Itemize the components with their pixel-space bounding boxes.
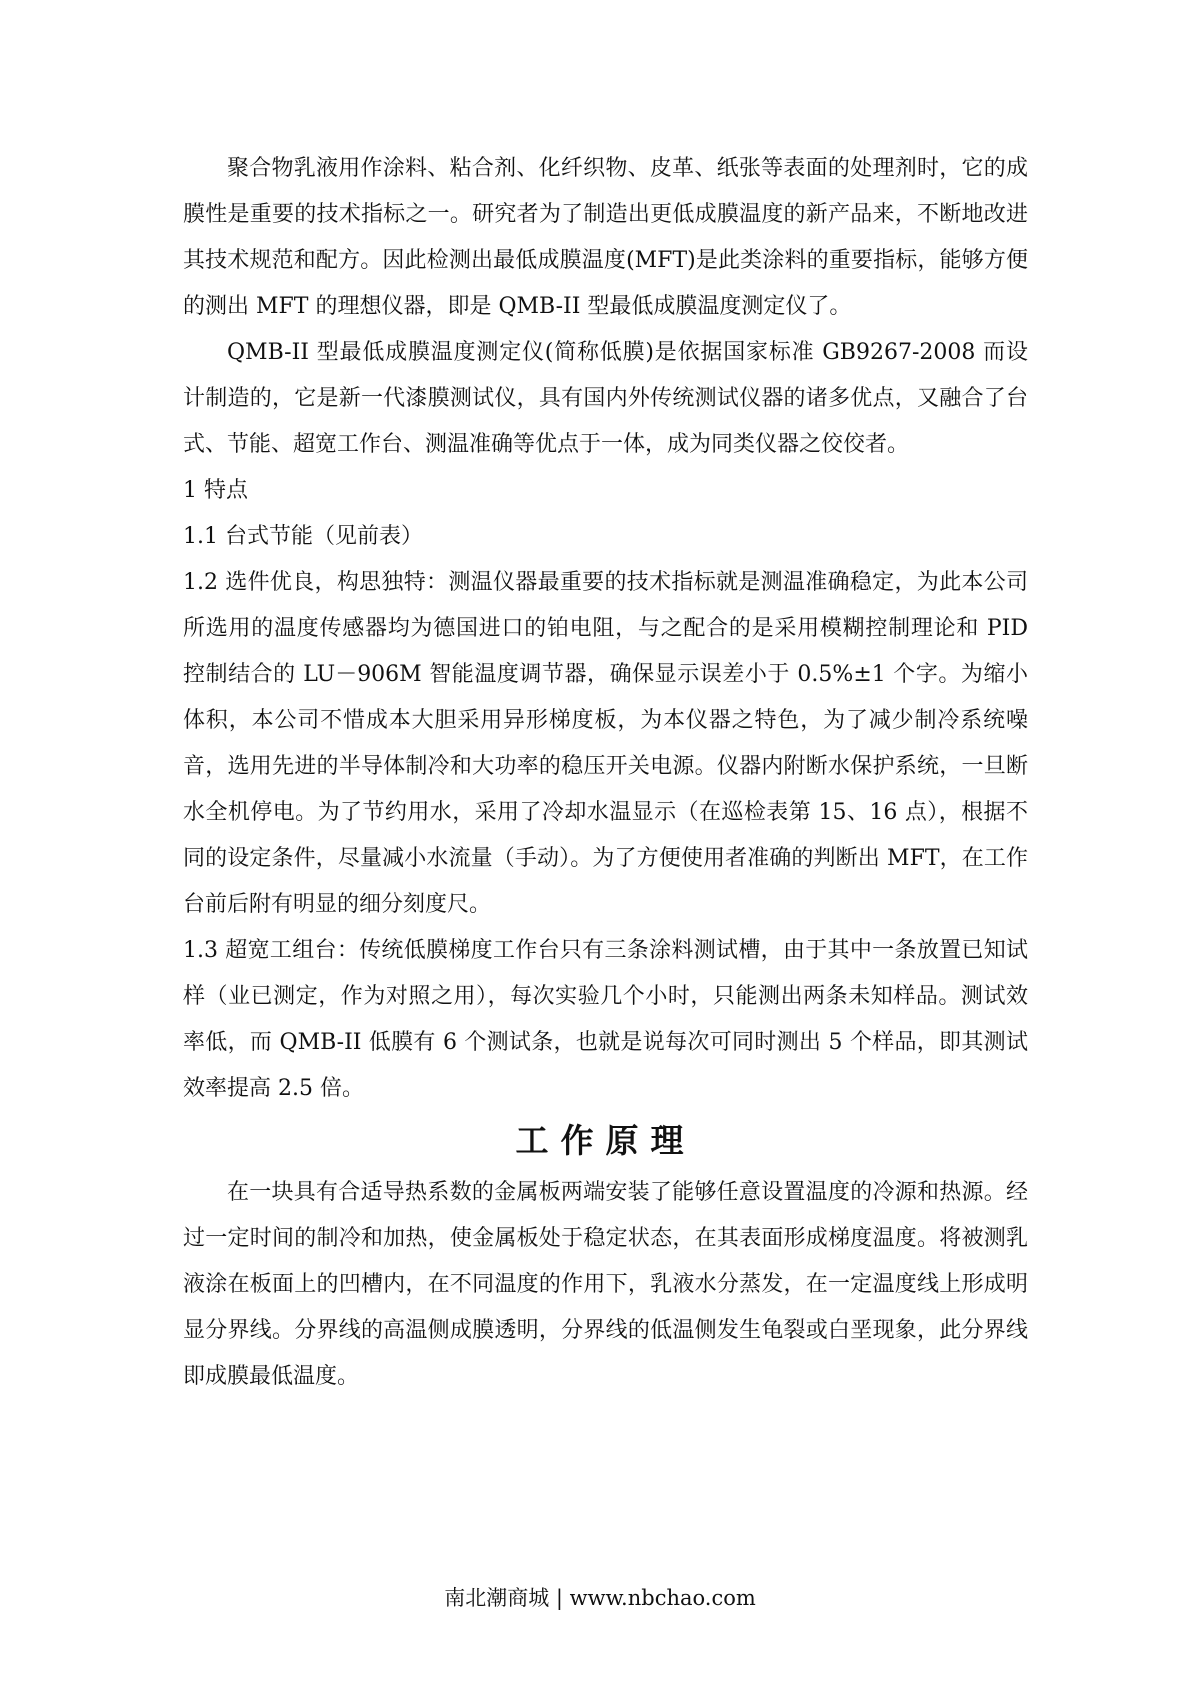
intro-paragraph-1: 聚合物乳液用作涂料、粘合剂、化纤织物、皮革、纸张等表面的处理剂时，它的成膜性是重要的技术指标之一。研究者为了制造出更低成膜温度的新产品来，不断地改进其技术规范和配方。因此检测出最低成膜温度(MFT)是此类涂料的重要指标，能够方便的测出 MFT 的理想仪器，即是 QMB-II 型最低成膜温度测定仪了。: [183, 156, 1028, 319]
feature-1-1: 1.1 台式节能（见前表）: [183, 524, 423, 549]
feature-1-2: 1.2 选件优良，构思独特：测温仪器最重要的技术指标就是测温准确稳定，为此本公司所选用的温度传感器均为德国进口的铂电阻，与之配合的是采用模糊控制理论和 PID 控制结合的 LU－906M 智能温度调节器，确保显示误差小于 0.5%±1 个字。为缩小体积，本公司不惜成本大胆采用异形梯度板，为本仪器之特色，为了减少制冷系统噪音，选用先进的半导体制冷和大功率的稳压开关电源。仪器内附断水保护系统，一旦断水全机停电。为了节约用水，采用了冷却水温显示（在巡检表第 15、16 点），根据不同的设定条件，尽量减小水流量（手动）。为了方便使用者准确的判断出 MFT，在工作台前后附有明显的细分刻度尺。: [183, 570, 1028, 917]
features-title: 1 特点: [183, 478, 248, 503]
principle-heading: 工作原理: [515, 1121, 696, 1160]
intro-paragraph-2: QMB-II 型最低成膜温度测定仪(简称低膜)是依据国家标准 GB9267-2008 而设计制造的，它是新一代漆膜测试仪，具有国内外传统测试仪器的诸多优点，又融合了台式、节能、超宽工作台、测温准确等优点于一体，成为同类仪器之佼佼者。: [183, 340, 1028, 457]
principle-paragraph: 在一块具有合适导热系数的金属板两端安装了能够任意设置温度的冷源和热源。经过一定时间的制冷和加热，使金属板处于稳定状态，在其表面形成梯度温度。将被测乳液涂在板面上的凹槽内，在不同温度的作用下，乳液水分蒸发，在一定温度线上形成明显分界线。分界线的高温侧成膜透明，分界线的低温侧发生龟裂或白垩现象，此分界线即成膜最低温度。: [183, 1180, 1028, 1389]
document-body: [183, 146, 1028, 1400]
page-footer: 南北潮商城 | www.nbchao.com: [444, 1586, 756, 1610]
feature-1-3: 1.3 超宽工组台：传统低膜梯度工作台只有三条涂料测试槽，由于其中一条放置已知试样（业已测定，作为对照之用），每次实验几个小时，只能测出两条未知样品。测试效率低，而 QMB-II 低膜有 6 个测试条，也就是说每次可同时测出 5 个样品，即其测试效率提高 2.5 倍。: [183, 938, 1028, 1101]
